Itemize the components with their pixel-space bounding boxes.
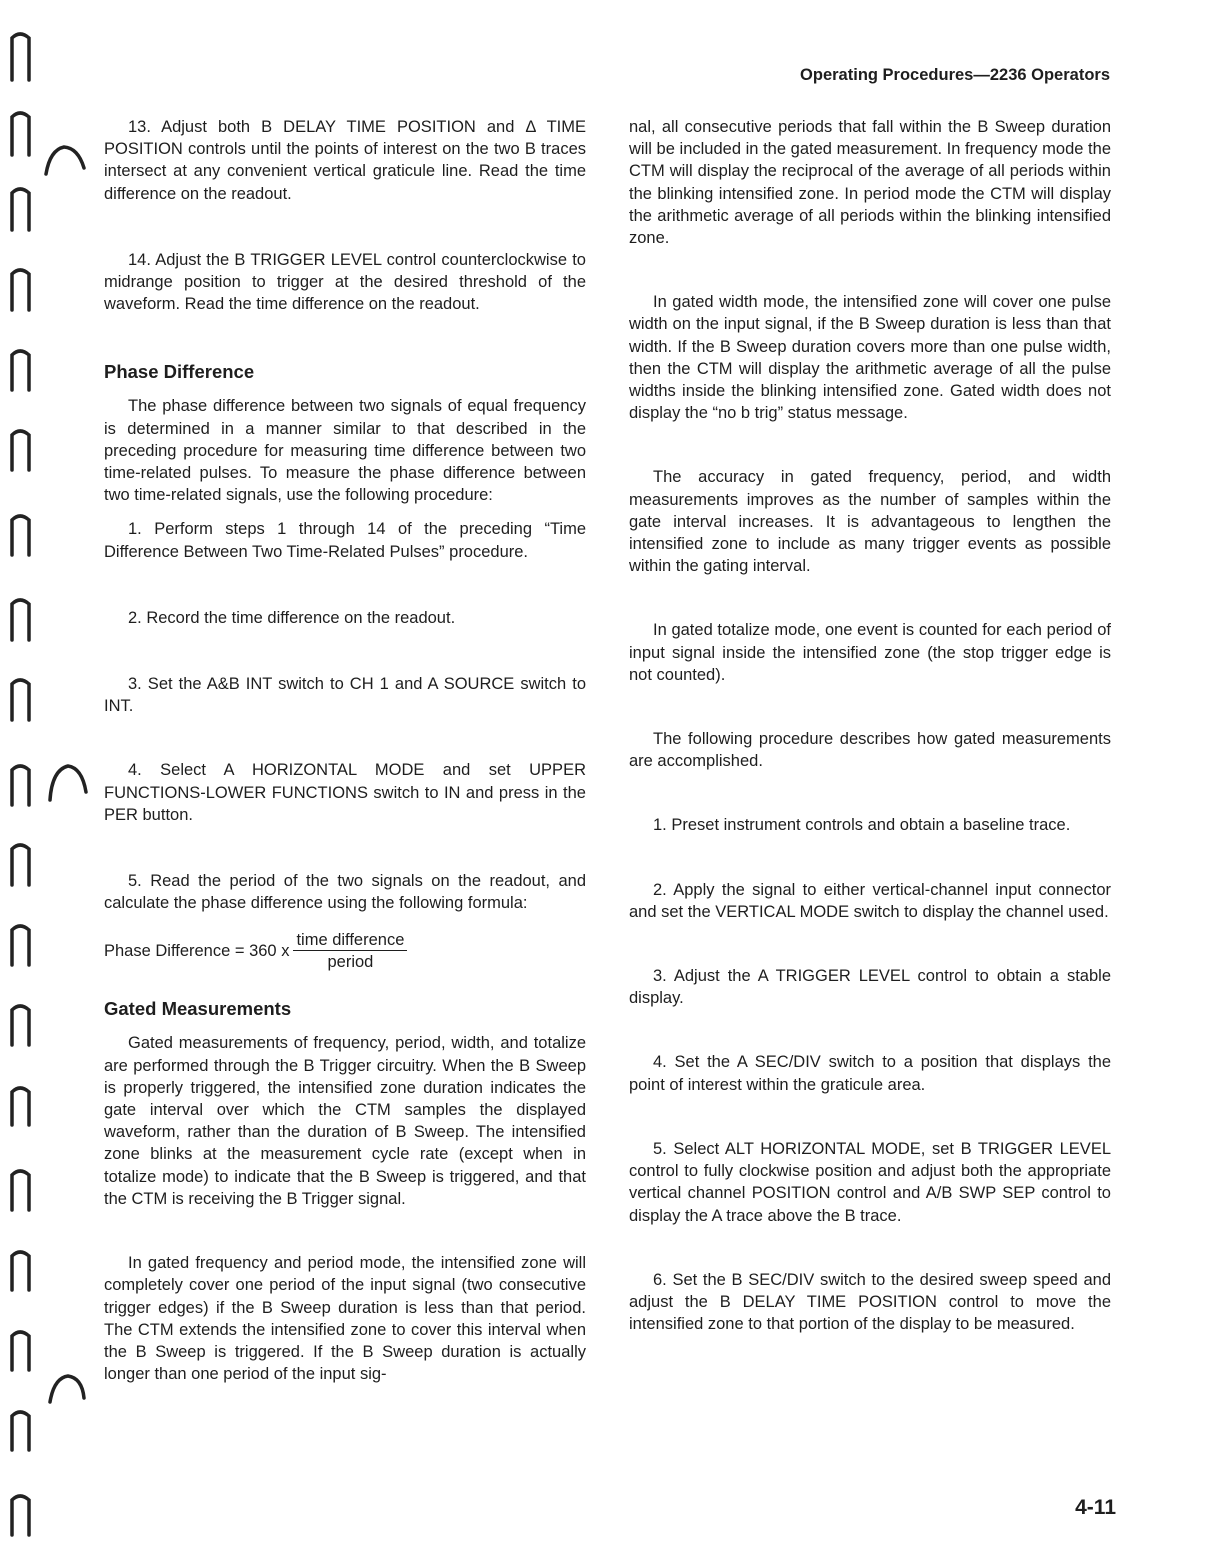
binder-ring-icon — [50, 766, 86, 800]
gated-step-2: 2. Apply the signal to either vertical-channel input connector and set the VERTICAL MODE switch to display the channel used. — [629, 880, 1111, 921]
step-14: 14. Adjust the B TRIGGER LEVEL control counterclockwise to midrange position to trigger at the desired threshold of the waveform. Read the time difference on the readout. — [104, 250, 586, 314]
formula-lhs: Phase Difference = 360 x — [104, 942, 290, 961]
gated-step-5: 5. Select ALT HORIZONTAL MODE, set B TRIGGER LEVEL control to fully clockwise position and adjust both the appropriate vertical channel POSITION control and A/B SWP SEP control to display the A trace above the B trace. — [629, 1139, 1111, 1225]
gated-width: In gated width mode, the intensified zone will cover one pulse width on the input signal, if the B Sweep duration is less than that width. If the B Sweep duration covers more than one pulse width, then the CTM will display the arithmetic average of all the pulse widths inside the blinking intensified zone. Gated width does not display the “no b trig” status message. — [629, 293, 1111, 423]
binder-hook-icon — [12, 680, 29, 720]
running-header: Operating Procedures—2236 Operators — [800, 66, 1110, 84]
step-13: 13. Adjust both B DELAY TIME POSITION and Δ TIME POSITION controls until the points of interest on the two B traces intersect at any convenient vertical graticule line. Read the time difference on the readout. — [104, 118, 586, 203]
formula-denominator: period — [327, 953, 374, 972]
section-heading-gated-measurements: Gated Measurements — [104, 998, 292, 1020]
binder-hook-icon — [12, 351, 29, 390]
binder-hook-icon — [12, 926, 29, 965]
gated-step-3: 3. Adjust the A TRIGGER LEVEL control to obtain a stable display. — [629, 967, 1111, 1008]
phase-intro: The phase difference between two signals of equal frequency is determined in a manner similar to that described in the preceding procedure for measuring time difference between two time-related pulses. To measure the phase difference between two time-related signals, use the following procedure: — [104, 397, 586, 505]
binder-hook-icon — [12, 113, 29, 155]
right-column — [629, 116, 1111, 1335]
section-heading-phase-difference: Phase Difference — [104, 361, 255, 383]
phase-difference-formula — [104, 930, 586, 973]
gated-step-1: 1. Preset instrument controls and obtain a baseline trace. — [653, 816, 1071, 835]
formula-fraction — [293, 930, 407, 973]
binder-hook-icon — [12, 1171, 29, 1210]
gated-frequency-period-part-2: nal, all consecutive periods that fall within the B Sweep duration will be included in the gated measurement. In frequency mode the CTM will display the reciprocal of the average of all periods within the blinking intensified zone. In period mode the CTM will display the arithmetic average of all periods within the blinking intensified zone. — [629, 118, 1111, 248]
binder-hook-icon — [12, 189, 29, 230]
binder-hook-icon — [12, 34, 29, 80]
phase-step-2: 2. Record the time difference on the readout. — [128, 608, 456, 627]
page-number: 4-11 — [1075, 1496, 1116, 1519]
gated-step-6: 6. Set the B SEC/DIV switch to the desired sweep speed and adjust the B DELAY TIME POSITION control to move the intensified zone to that portion of the display to be measured. — [629, 1270, 1111, 1334]
gated-accuracy: The accuracy in gated frequency, period, and width measurements improves as the number of samples within the gate interval increases. It is advantageous to lengthen the intensified zone to include as many trigger events as possible within the gating interval. — [629, 468, 1111, 576]
formula-numerator: time difference — [293, 930, 407, 951]
gated-totalize: In gated totalize mode, one event is counted for each period of input signal inside the intensified zone (the stop trigger edge is not counted). — [629, 621, 1111, 684]
binder-hook-icon — [12, 1088, 29, 1125]
binder-hook-icon — [12, 431, 29, 470]
binder-hook-icon — [12, 270, 29, 310]
binder-hook-icon — [12, 845, 29, 885]
binder-hook-icon — [12, 1496, 29, 1535]
gated-step-4: 4. Set the A SEC/DIV switch to a position that displays the point of interest within the graticule area. — [629, 1053, 1111, 1094]
binder-marks — [0, 0, 90, 1566]
binder-hook-icon — [12, 1412, 29, 1450]
binder-hook-icon — [12, 516, 29, 555]
binder-hook-icon — [12, 1006, 29, 1045]
binder-hook-icon — [12, 600, 29, 640]
procedure-intro: The following procedure describes how gated measurements are accomplished. — [629, 730, 1111, 771]
phase-step-3: 3. Set the A&B INT switch to CH 1 and A SOURCE switch to INT. — [104, 675, 586, 716]
gated-frequency-period-part-1: In gated frequency and period mode, the intensified zone will completely cover one period of the input signal (two consecutive trigger edges) if the B Sweep duration is less than that period. The CTM extends the intensified zone to cover this interval when the B Sweep is triggered. If the B Sweep duration is actually longer than one period of the input sig- — [104, 1254, 586, 1384]
left-column — [104, 116, 586, 1385]
binder-hook-icon — [12, 766, 29, 805]
binder-ring-icon — [46, 147, 84, 174]
binder-hook-icon — [12, 1252, 29, 1290]
phase-step-5: 5. Read the period of the two signals on the readout, and calculate the phase difference using the following formula: — [104, 872, 586, 913]
phase-step-1: 1. Perform steps 1 through 14 of the preceding “Time Difference Between Two Time-Related Pulses” procedure. — [104, 520, 586, 561]
binder-ring-icon — [50, 1376, 84, 1402]
phase-step-4: 4. Select A HORIZONTAL MODE and set UPPER FUNCTIONS-LOWER FUNCTIONS switch to IN and press in the PER button. — [104, 761, 586, 824]
binder-hook-icon — [12, 1332, 29, 1370]
gated-intro: Gated measurements of frequency, period, width, and totalize are performed through the B Trigger circuitry. When the B Sweep is properly triggered, the intensified zone duration indicates the gate interval over which the CTM samples the displayed waveform, rather than the duration of B Sweep. The intensified zone blinks at the measurement cycle rate (except when in totalize mode) to indicate that the B Sweep is triggered, and that the CTM is receiving the B Trigger signal. — [104, 1034, 586, 1208]
